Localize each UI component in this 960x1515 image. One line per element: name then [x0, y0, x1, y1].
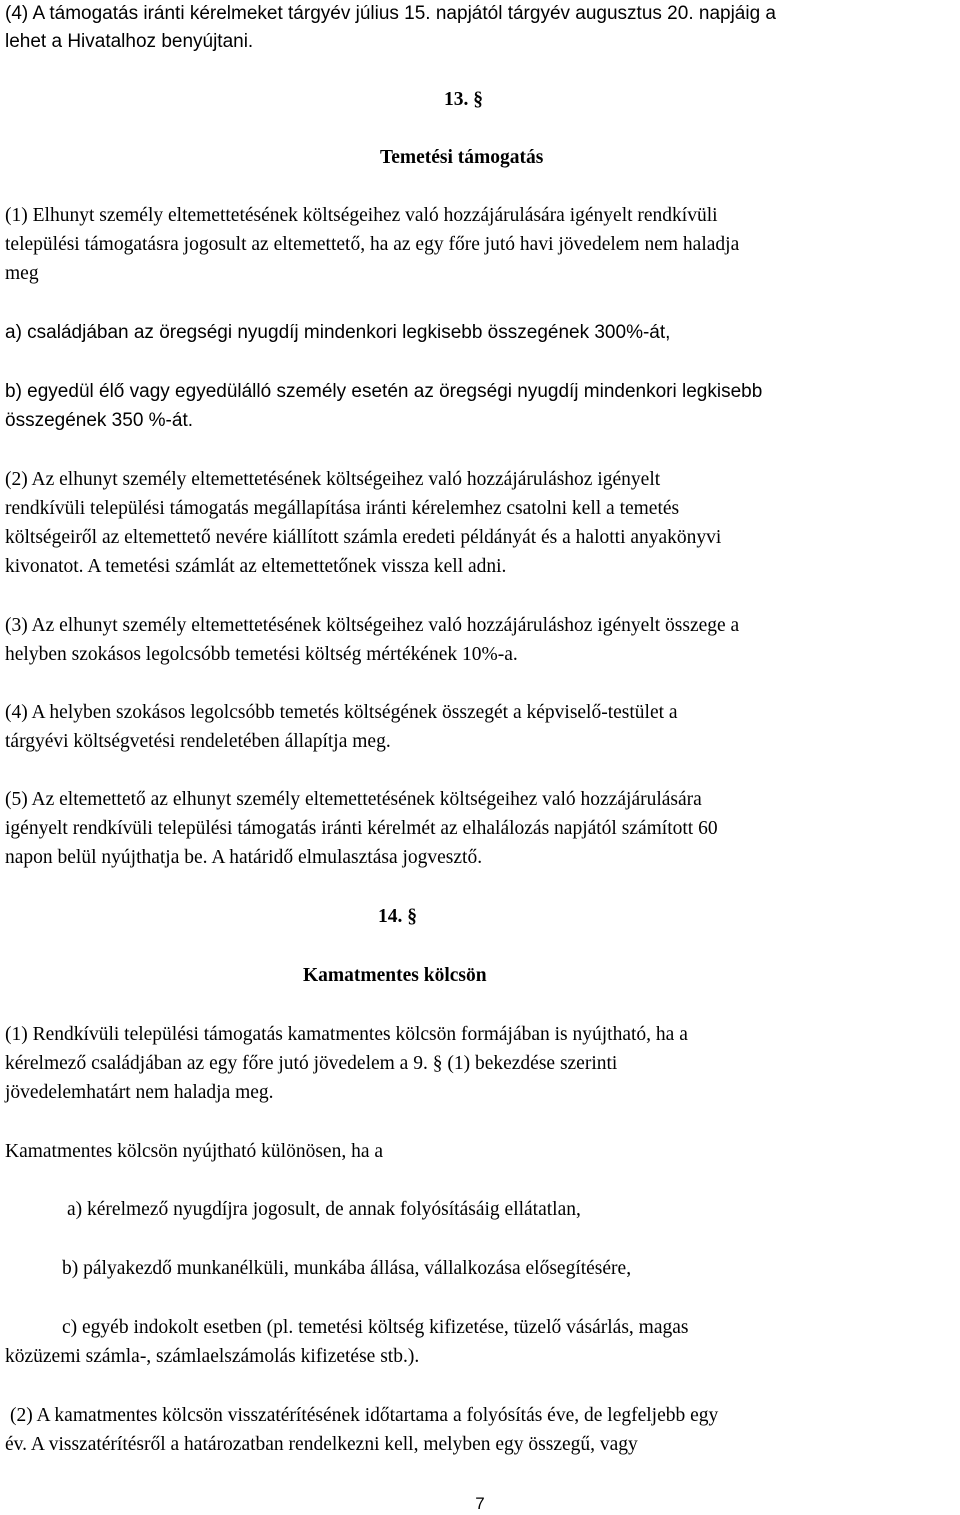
paragraph-line: rendkívüli települési támogatás megállapítása iránti kérelemhez csatolni kell a temetés	[5, 498, 680, 519]
paragraph-line: települési támogatásra jogosult az eltemettető, ha az egy főre jutó havi jövedelem nem haladja	[5, 234, 740, 255]
paragraph-line: helyben szokásos legolcsóbb temetési költség mértékének 10%-a.	[5, 644, 518, 665]
paragraph-line: (1) Rendkívüli települési támogatás kamatmentes kölcsön formájában is nyújtható, ha a	[5, 1024, 688, 1045]
paragraph-line: (1) Elhunyt személy eltemettetésének költségeihez való hozzájárulására igényelt rendkívüli	[5, 205, 718, 226]
list-item: a) kérelmező nyugdíjra jogosult, de annak folyósításáig ellátatlan,	[67, 1199, 581, 1220]
list-item: c) egyéb indokolt esetben (pl. temetési költség kifizetése, tüzelő vásárlás, magas	[62, 1317, 689, 1338]
list-item: a) családjában az öregségi nyugdíj mindenkori legkisebb összegének 300%-át,	[5, 322, 671, 343]
paragraph-line: (4) A támogatás iránti kérelmeket tárgyév július 15. napjától tárgyév augusztus 20. napjáig a	[5, 3, 776, 24]
paragraph-line: (4) A helyben szokásos legolcsóbb temetés költségének összegét a képviselő-testület a	[5, 702, 678, 723]
list-item: közüzemi számla-, számlaelszámolás kifizetése stb.).	[5, 1346, 420, 1367]
section-title: Temetési támogatás	[380, 147, 544, 168]
paragraph-line: kérelmező családjában az egy főre jutó jövedelem a 9. § (1) bekezdése szerinti	[5, 1053, 618, 1074]
paragraph-line: jövedelemhatárt nem haladja meg.	[5, 1082, 274, 1103]
paragraph-line: kivonatot. A temetési számlát az eltemettetőnek vissza kell adni.	[5, 556, 507, 577]
section-title: Kamatmentes kölcsön	[303, 965, 487, 986]
paragraph-line: napon belül nyújthatja be. A határidő elmulasztása jogvesztő.	[5, 847, 483, 868]
paragraph-line: Kamatmentes kölcsön nyújtható különösen, ha a	[5, 1141, 384, 1162]
list-item: összegének 350 %-át.	[5, 410, 194, 431]
paragraph-line: költségeiről az eltemettető nevére kiállított számla eredeti példányát és a halotti anyakönyvi	[5, 527, 722, 548]
list-item: b) egyedül élő vagy egyedülálló személy esetén az öregségi nyugdíj mindenkori legkisebb	[5, 381, 763, 402]
paragraph-line: (5) Az eltemettető az elhunyt személy eltemettetésének költségeihez való hozzájárulására	[5, 789, 702, 810]
paragraph-line: (2) Az elhunyt személy eltemettetésének költségeihez való hozzájáruláshoz igényelt	[5, 469, 661, 490]
list-item: b) pályakezdő munkanélküli, munkába állása, vállalkozása elősegítésére,	[62, 1258, 632, 1279]
paragraph-line: lehet a Hivatalhoz benyújtani.	[5, 31, 254, 52]
section-number: 14. §	[378, 906, 417, 927]
section-number: 13. §	[444, 89, 483, 110]
page-number: 7	[475, 1494, 485, 1513]
paragraph-line: (2) A kamatmentes kölcsön visszatérítésének időtartama a folyósítás éve, de legfeljebb egy	[10, 1405, 719, 1426]
paragraph-line: tárgyévi költségvetési rendeletében állapítja meg.	[5, 731, 391, 752]
paragraph-line: igényelt rendkívüli települési támogatás iránti kérelmét az elhalálozás napjától számított 60	[5, 818, 718, 839]
paragraph-line: (3) Az elhunyt személy eltemettetésének költségeihez való hozzájáruláshoz igényelt összege a	[5, 615, 740, 636]
paragraph-line: meg	[5, 263, 39, 284]
paragraph-line: év. A visszatérítésről a határozatban rendelkezni kell, melyben egy összegű, vagy	[5, 1434, 638, 1455]
